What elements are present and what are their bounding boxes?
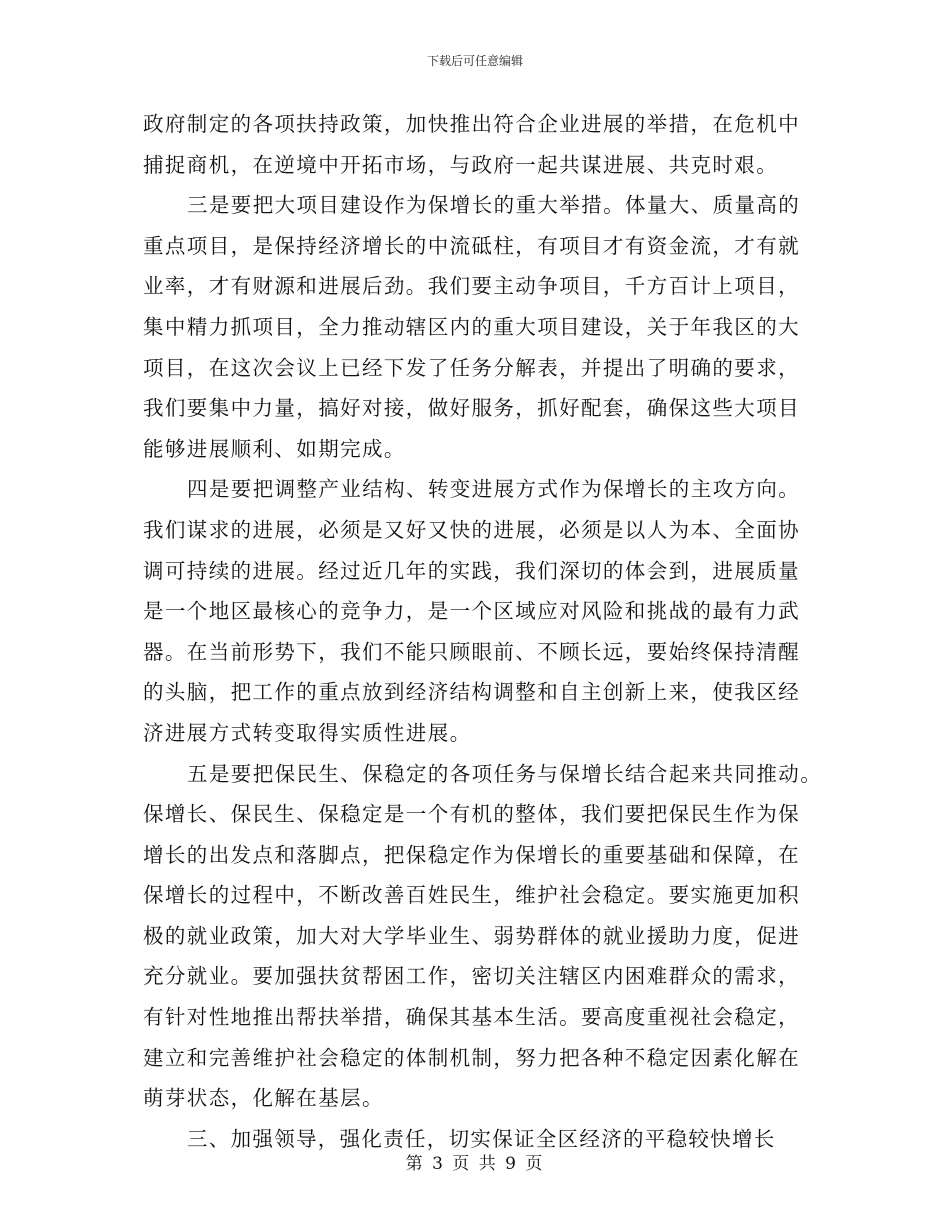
text-line: 器。在当前形势下，我们不能只顾眼前、不顾长远，要始终保持清醒 (143, 639, 800, 664)
text-line: 捕捉商机，在逆境中开拓市场，与政府一起共谋进展、共克时艰。 (143, 152, 779, 177)
text-line: 三是要把大项目建设作为保增长的重大举措。体量大、质量高的 (187, 193, 801, 218)
text-line: 保增长的过程中，不断改善百姓民生，维护社会稳定。要实施更加积 (143, 883, 800, 908)
text-line: 是一个地区最核心的竞争力，是一个区域应对风险和挑战的最有力武 (143, 599, 800, 624)
text-line: 增长的出发点和落脚点，把保稳定作为保增长的重要基础和保障，在 (143, 842, 800, 867)
text-line: 萌芽状态，化解在基层。 (143, 1086, 384, 1111)
text-line: 能够进展顺利、如期完成。 (143, 436, 406, 461)
body-text (143, 104, 823, 1159)
section-heading: 三、加强领导，强化责任，切实保证全区经济的平稳较快增长 (187, 1126, 776, 1151)
text-line: 我们谋求的进展，必须是又好又快的进展，必须是以人为本、全面协 (143, 517, 800, 542)
page-number: 第 3 页 共 9 页 (405, 1154, 545, 1174)
text-line: 业率，才有财源和进展后劲。我们要主动争项目，千方百计上项目， (143, 274, 800, 299)
text-line: 集中精力抓项目，全力推动辖区内的重大项目建设，关于年我区的大 (143, 314, 800, 339)
text-line: 调可持续的进展。经过近几年的实践，我们深切的体会到，进展质量 (143, 558, 800, 583)
text-line: 项目，在这次会议上已经下发了任务分解表，并提出了明确的要求， (143, 355, 800, 380)
text-line: 济进展方式转变取得实质性进展。 (143, 720, 472, 745)
text-line: 政府制定的各项扶持政策，加快推出符合企业进展的举措，在危机中 (143, 112, 800, 136)
text-line: 有针对性地推出帮扶举措，确保其基本生活。要高度重视社会稳定， (143, 1005, 800, 1030)
text-line: 四是要把调整产业结构、转变进展方式作为保增长的主攻方向。 (187, 477, 801, 502)
text-line: 极的就业政策，加大对大学毕业生、弱势群体的就业援助力度，促进 (143, 923, 800, 948)
text-line: 五是要把保民生、保稳定的各项任务与保增长结合起来共同推动。 (187, 761, 823, 786)
text-line: 充分就业。要加强扶贫帮困工作，密切关注辖区内困难群众的需求， (143, 964, 800, 989)
text-line: 建立和完善维护社会稳定的体制机制，努力把各种不稳定因素化解在 (143, 1045, 800, 1070)
text-line: 重点项目，是保持经济增长的中流砥柱，有项目才有资金流，才有就 (143, 233, 800, 258)
text-line: 我们要集中力量，搞好对接，做好服务，抓好配套，确保这些大项目 (143, 396, 800, 421)
text-line: 的头脑，把工作的重点放到经济结构调整和自主创新上来，使我区经 (143, 680, 800, 705)
header-note: 下载后可任意编辑 (426, 54, 523, 68)
text-line: 保增长、保民生、保稳定是一个有机的整体，我们要把保民生作为保 (143, 802, 800, 827)
